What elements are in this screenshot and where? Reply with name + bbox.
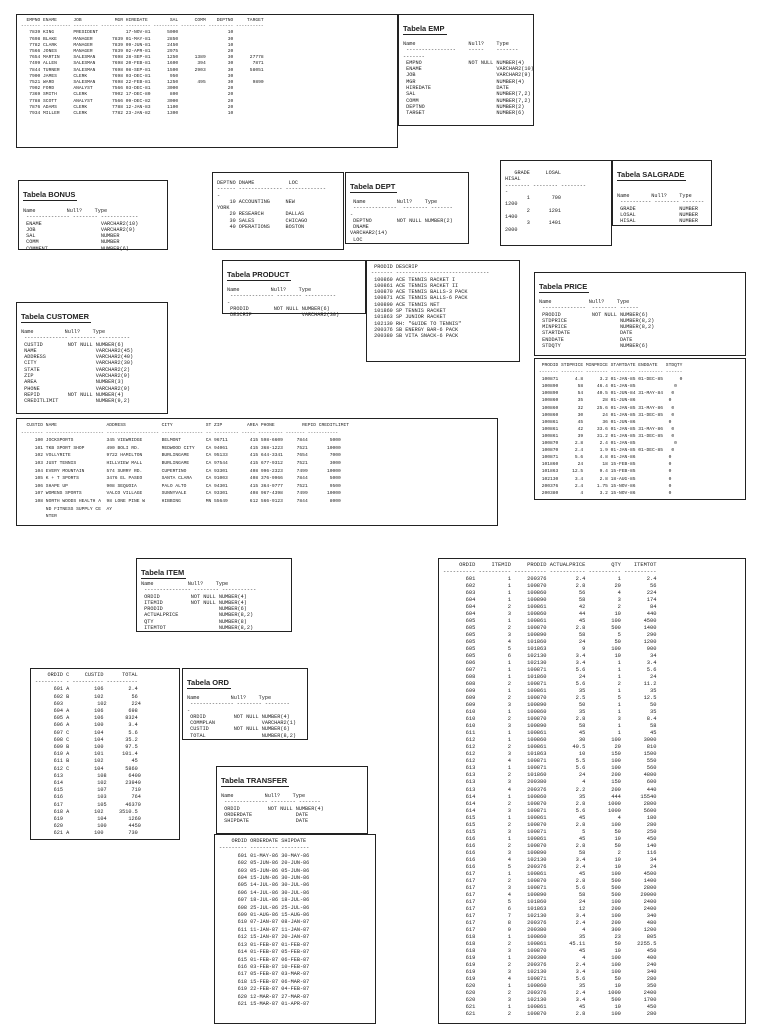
transfer-desc: Name Null? Type -------------- -------- ------- ORDID NOT NULL NUMBER(4) ORDERDATE DATE SHIPDATE DATE <box>221 793 324 825</box>
price-desc-box <box>534 272 746 356</box>
item-data-box <box>438 558 746 1024</box>
item-table-title: Tabela ITEM <box>141 568 185 577</box>
emp-desc: Name Null? Type ---------------- ----- ------- ------- EMPNO NOT NULL NUMBER(4) ENAME VARCHAR2(10) JOB VARCHAR2(9) MGR NUMBER(4) HIREDATE DATE SAL NUMBER(7,2) COMM NUMBER(7,2) DEPTNO NUMBER(2) TARGET NUMBER(6) <box>403 41 534 117</box>
product-table-title: Tabela PRODUCT <box>227 270 290 279</box>
bonus-desc: Name Null? Type -------------- -------- ------------ ENAME VARCHAR2(10) JOB VARCHAR2(9) SAL NUMBER COMM NUMBER COMMENT NUMBER(6) <box>23 208 139 252</box>
transfer-table-title: Tabela TRANSFER <box>221 776 288 785</box>
emp-data-rows: EMPNO ENAME JOB MGR HIREDATE SAL COMM DEPTNO TARGET ------- ---------- --------- -------- --------- --------- --------- --------- ---------- 7839 KING PRESIDENT 17-NOV-81 5000 10 7698 BLAKE MANAGER 7839 01-MAY-81 2850 30 7782 CLARK MANAGER 7839 09-JUN-81 2450 10 7566 JONES MANAGER 7839 02-APR-81 2975 20 7654 MARTIN SALESMAN 7698 28-SEP-81 1250 1389 30 27778 7499 ALLEN SALESMAN 7698 20-FEB-81 1600 394 30 7871 7844 TURNER SALESMAN 7698 08-SEP-81 1500 2903 30 58051 7900 JAMES CLERK 7698 03-DEC-81 950 30 7521 WARD SALESMAN 7698 22-FEB-81 1250 495 30 9890 7902 FORD ANALYST 7566 03-DEC-81 3000 20 7369 SMITH CLERK 7902 17-DEC-80 800 20 7788 SCOTT ANALYST 7566 09-DEC-82 3000 20 7876 ADAMS CLERK 7788 12-JAN-83 1100 20 7934 MILLER CLERK 7782 23-JAN-82 1300 10 <box>21 18 264 117</box>
salgrade-desc-box <box>612 160 712 226</box>
salgrade-table-title: Tabela SALGRADE <box>617 170 685 179</box>
customer-data-box <box>16 418 498 526</box>
item-data-rows: ORDID ITEMID PRODID ACTUALPRICE QTY ITEMTOT ---------- ---------- ---------- ----------- ---------- ---------- 601 1 200376 2.4 1 2.4 602 1 100870 2.8 20 56 603 1 100860 56 4 224 604 1 100890 58 3 174 604 2 100861 42 2 84 604 3 100860 44 10 440 605 1 100861 45 100 4500 605 2 100870 2.8 500 1400 605 3 100890 58 5 290 605 4 101860 24 50 1200 605 5 101863 9 100 900 605 6 102130 3.4 10 34 606 1 102130 3.4 1 3.4 607 1 100871 5.6 1 5.6 608 1 101860 24 1 24 608 2 100871 5.6 2 11.2 609 1 100861 35 1 35 609 2 100870 2.5 5 12.5 609 3 100890 50 1 50 610 1 100860 35 1 35 610 2 100870 2.8 3 8.4 610 3 100890 58 1 58 611 1 100861 45 1 45 612 1 100860 30 100 3000 612 2 100861 40.5 20 810 612 3 101863 10 150 1500 612 4 100871 5.5 100 550 613 1 100871 5.6 100 560 613 2 101860 24 200 4800 613 3 200380 4 150 600 613 4 200376 2.2 200 440 614 1 100860 35 444 15540 614 2 100870 2.8 1000 2800 614 3 100871 5.6 1000 5600 615 1 100861 45 4 180 615 2 100870 2.8 100 280 615 3 100871 5 50 250 616 1 100861 45 10 450 616 2 100870 2.8 50 140 616 3 100890 58 2 116 616 4 102130 3.4 10 34 616 5 200376 2.4 10 24 617 1 100861 45 100 4500 617 2 100870 2.8 500 1400 617 3 100871 5.6 500 2800 617 4 100890 58 500 29000 617 5 101860 24 100 2400 617 6 101863 12 200 2400 617 7 102130 3.4 100 340 617 8 200376 2.4 200 480 617 9 200380 4 300 1200 618 1 100860 35 23 805 618 2 100861 45.11 50 2255.5 618 3 100870 45 10 450 619 1 200380 4 100 400 619 2 200376 2.4 100 240 619 3 102130 3.4 100 340 619 4 100871 5.6 50 280 620 1 100860 35 10 350 620 2 200376 2.4 1000 2400 620 3 102130 3.4 500 1700 621 1 100861 45 10 450 621 2 100870 2.8 100 280 <box>443 562 657 1017</box>
price-desc: Name Null? Type -------------- -------- ------ PRODID NOT NULL NUMBER(6) STDPRICE NUMBER(8,2) MINPRICE NUMBER(8,2) STARTDATE DATE ENDDATE DATE STDQTY NUMBER(6) <box>539 299 655 350</box>
customer-table-title: Tabela CUSTOMER <box>21 312 90 321</box>
customer-data-rows: CUSTID NAME ADDRESS CITY ST ZIP AREA PHONE REPID CREDITLIMIT -------- --------------------- ------------------- --------------- -- --------- ----- --------- ------- ----------- 100 JOCKSPORTS 345 VIEWRIDGE BELMONT CA 96711 415 598-6609 7844 5000 101 TKB SPORT SHOP 490 BOLI RD. REDWOOD CITY CA 94061 415 368-1223 7521 10000 102 VOLLYRITE 9722 HAMILTON BURLINGAME CA 95133 415 644-3341 7654 7000 103 JUST TENNIS HILLVIEW MALL BURLINGAME CA 97544 415 677-9312 7521 3000 104 EVERY MOUNTAIN 574 SURRY RD. CUPERTINO CA 93301 408 996-2323 7499 10000 105 K + T SPORTS 3476 EL PASEO SANTA CLARA CA 91003 408 376-9966 7844 5000 106 SHAPE UP 908 SEQUOIA PALO ALTO CA 94301 415 364-9777 7521 9500 107 WOMENS SPORTS VALCO VILLAGE SUNNYVALE CA 93301 408 967-4398 7499 10000 108 NORTH WOODS HEALTH A 98 LONE PINE W HIBBING MN 55649 612 566-9123 7844 8000 ND FITNESS SUPPLY CE AY NTER <box>21 423 350 520</box>
customer-desc-box <box>16 302 168 414</box>
ord-table-title: Tabela ORD <box>187 678 229 687</box>
ord-desc-box <box>182 668 308 740</box>
bonus-table-title: Tabela BONUS <box>23 190 76 199</box>
item-desc: Name Null? Type --------------- -------- ----------- ORDID NOT NULL NUMBER(4) ITEMID NOT NULL NUMBER(4) PRODID NUMBER(6) ACTUALPRICE NUMBER(8,2) QTY NUMBER(8) ITEMTOT NUMBER(8,2) <box>141 581 257 632</box>
dept-data-box <box>212 172 344 250</box>
salgrade-data-box <box>500 160 612 246</box>
ord-data-rows: ORDID C CUSTID TOTAL --------- - ---------- ---------- 601 A 106 2.4 602 B 102 56 603 102 224 604 A 106 698 605 A 106 8324 606 A 100 3.4 607 C 104 5.6 608 C 104 35.2 609 B 100 97.5 610 A 101 101.4 611 B 102 45 612 C 104 5860 613 108 6400 614 102 23940 615 107 710 616 103 764 617 105 46370 618 A 102 3510.5 619 104 1260 620 100 4450 621 A 100 730 <box>35 672 141 837</box>
product-desc-box <box>222 260 366 319</box>
customer-desc: Name Null? Type -------------- -------- ---------- CUSTID NOT NULL NUMBER(6) NAME VARCHAR2(45) ADDRESS VARCHAR2(40) CITY VARCHAR2(30) STATE VARCHAR2(2) ZIP VARCHAR2(9) AREA NUMBER(3) PHONE VARCHAR2(9) REPID NOT NULL NUMBER(4) CREDITLIMIT NUMBER(9,2) <box>21 329 134 405</box>
dept-table-title: Tabela DEPT <box>350 182 396 191</box>
price-data-box <box>534 358 746 500</box>
salgrade-data-rows: GRADE LOSAL HISAL -------- -------- -------- - 1 700 1200 2 1201 1400 3 1401 2000 <box>505 170 586 233</box>
price-table-title: Tabela PRICE <box>539 282 588 291</box>
emp-table-title: Tabela EMP <box>403 24 445 33</box>
product-desc: Name Null? Type -------------- -------- ---------- - PRODID NOT NULL NUMBER(6) DESCRIP VARCHAR2(30) <box>227 287 340 319</box>
product-data-rows: PRODID DESCRIP ------- ------------------------------ 100860 ACE TENNIS RACKET I 100861 ACE TENNIS RACKET II 100870 ACE TENNIS BALLS-3 PACK 100871 ACE TENNIS BALLS-6 PACK 100890 ACE TENNIS NET 101860 SP TENNIS RACKET 101863 SP JUNIOR RACKET 102130 RH: "GUIDE TO TENNIS" 200376 SB ENERGY BAR-6 PACK 200380 SB VITA SNACK-6 PACK <box>371 264 490 340</box>
ord-desc: Name Null? Type -------------- -------- -------- - ORDID NOT NULL NUMBER(4) COMMPLAN VARCHAR2(1) CUSTID NOT NULL NUMBER(6) TOTAL NUMBER(8,2) <box>187 695 296 739</box>
item-desc-box <box>136 558 292 632</box>
dept-desc-box <box>345 172 469 244</box>
salgrade-desc: Name Null? Type ---------- -------- ------- GRADE NUMBER LOSAL NUMBER HISAL NUMBER <box>617 193 705 225</box>
transfer-data-box <box>214 834 376 1024</box>
price-data-rows: PRODID STDPRICE MINPRICE STARTDATE ENDDATE STDQTY ------- -------- -------- --------- --------- ------ 100871 4.8 3.2 01-JAN-85 01-DEC-85 0 100890 58 46.4 01-JAN-85 0 100890 54 40.5 01-JUN-84 31-MAY-84 0 100860 35 28 01-JUN-86 0 100860 32 25.6 01-JAN-85 31-MAY-86 0 100860 30 24 01-JAN-85 31-DEC-85 0 100861 45 36 01-JUN-86 0 100861 42 33.6 01-JAN-85 31-MAY-86 0 100861 39 31.2 01-JAN-85 31-DEC-85 0 100870 2.8 2.4 01-JAN-85 0 100870 2.4 1.9 01-JAN-85 01-DEC-85 0 100871 5.6 4.8 01-JAN-86 0 101860 24 18 15-FEB-85 0 101863 12.5 9.4 15-FEB-85 0 102130 3.4 2.8 18-AUG-85 0 200376 2.4 1.75 15-NOV-86 0 200380 4 3.2 15-NOV-86 0 <box>539 363 683 496</box>
transfer-data-rows: ORDID ORDERDATE SHIPDATE --------- --------- --------- 601 01-MAY-86 30-MAY-86 602 05-JUN-86 20-JUN-86 603 05-JUN-86 05-JUN-86 604 15-JUN-86 30-JUN-86 605 14-JUL-86 30-JUL-86 606 14-JUL-86 30-JUL-86 607 18-JUL-86 18-JUL-86 608 25-JUL-86 25-JUL-86 609 01-AUG-86 15-AUG-86 610 07-JAN-87 08-JAN-87 611 11-JAN-87 11-JAN-87 612 15-JAN-87 20-JAN-87 613 01-FEB-87 01-FEB-87 614 01-FEB-87 05-FEB-87 615 01-FEB-87 06-FEB-87 616 03-FEB-87 10-FEB-87 617 05-FEB-87 03-MAR-87 618 15-FEB-87 06-MAR-87 619 22-FEB-87 04-FEB-87 620 12-MAR-87 27-MAR-87 621 15-MAR-87 01-APR-87 <box>219 838 310 1007</box>
bonus-desc-box <box>18 180 168 250</box>
transfer-desc-box <box>216 766 368 834</box>
ord-data-box <box>30 668 180 840</box>
product-data-box <box>366 260 520 362</box>
emp-data-box <box>16 14 398 148</box>
dept-data-rows: DEPTNO DNAME LOC ------ -------------- ------------- - 10 ACCOUNTING NEW YORK 20 RESEARCH DALLAS 30 SALES CHICAGO 40 OPERATIONS BOSTON <box>217 180 326 231</box>
emp-desc-box <box>398 14 534 126</box>
dept-desc: Name Null? Type -------------- -------- ------- - DEPTNO NOT NULL NUMBER(2) DNAME VARCHAR2(14) LOC <box>350 199 453 243</box>
